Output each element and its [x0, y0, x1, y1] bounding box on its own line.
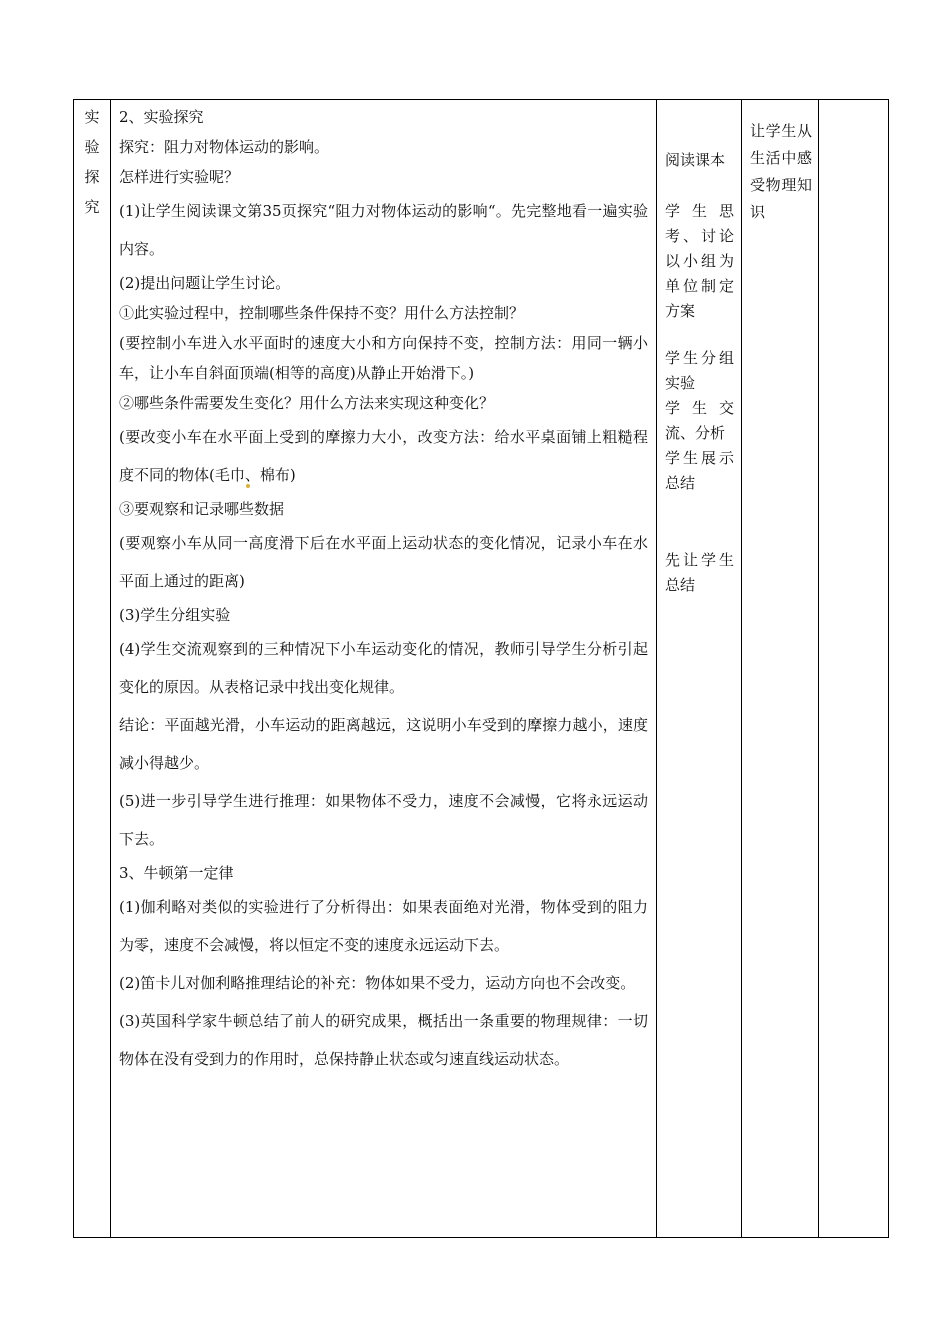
- content-paragraph: 2、实验探究: [119, 108, 204, 126]
- content-paragraph: (4)学生交流观察到的三种情况下小车运动变化的情况，教师引导学生分析引起变化的原因。从表格记录中找出变化规律。: [119, 640, 648, 696]
- content-paragraph: (1)让学生阅读课文第35页探究“阻力对物体运动的影响“。先完整地看一遍实验内容。: [119, 202, 648, 258]
- content-paragraph: 怎样进行实验呢？: [119, 168, 240, 186]
- design-intent-cell: [742, 100, 819, 1238]
- teaching-content: [119, 102, 648, 1078]
- student-activity-item: 学生思考、讨论以小组为单位制定方案: [665, 202, 734, 320]
- stage-char: 究: [84, 198, 100, 216]
- content-paragraph: (要控制小车进入水平面时的速度大小和方向保持不变，控制方法：用同一辆小车，让小车自斜面顶端(相等的高度)从静止开始滑下。): [119, 334, 648, 382]
- content-paragraph: (2)笛卡儿对伽利略推理结论的补充：物体如果不受力，运动方向也不会改变。: [119, 974, 636, 992]
- content-paragraph: 探究：阻力对物体运动的影响。: [119, 138, 330, 156]
- content-paragraph: (2)提出问题让学生讨论。: [119, 274, 291, 292]
- lesson-row: [74, 100, 889, 1238]
- content-paragraph: 结论：平面越光滑，小车运动的距离越远，这说明小车受到的摩擦力越小，速度减小得越少。: [119, 716, 648, 772]
- stage-char: 验: [84, 138, 100, 156]
- design-intent-text: 让学生从生活中感受物理知识: [750, 122, 812, 221]
- student-activity-item: 学生交流、分析: [665, 399, 734, 442]
- content-paragraph: (1)伽利略对类似的实验进行了分析得出：如果表面绝对光滑，物体受到的阻力为零，速度不会减慢，将以恒定不变的速度永远运动下去。: [119, 898, 648, 954]
- content-paragraph: ③要观察和记录哪些数据: [119, 500, 285, 518]
- student-activity-item: 学生展示总结: [665, 449, 734, 492]
- content-paragraph: 3、牛顿第一定律: [119, 864, 234, 882]
- content-paragraph: (要观察小车从同一高度滑下后在水平面上运动状态的变化情况，记录小车在水平面上通过的距离): [119, 534, 648, 590]
- content-paragraph: (3)英国科学家牛顿总结了前人的研究成果，概括出一条重要的物理规律：一切物体在没有受到力的作用时，总保持静止状态或匀速直线运动状态。: [119, 1012, 648, 1068]
- student-activity-item: 学生分组实验: [665, 349, 734, 392]
- content-paragraph: ①此实验过程中，控制哪些条件保持不变？用什么方法控制？: [119, 304, 525, 322]
- teaching-content-cell: [111, 100, 657, 1238]
- notes-cell: [819, 100, 889, 1238]
- student-activity-item: 阅读课本: [665, 151, 726, 169]
- content-paragraph: (5)进一步引导学生进行推理：如果物体不受力，速度不会减慢，它将永远运动下去。: [119, 792, 648, 848]
- content-paragraph: (3)学生分组实验: [119, 606, 231, 624]
- content-paragraph: (要改变小车在水平面上受到的摩擦力大小，改变方法：给水平桌面铺上粗糙程度不同的物体(毛巾、棉布): [119, 428, 648, 484]
- stage-cell: [74, 100, 111, 1238]
- student-activity-cell: [657, 100, 742, 1238]
- stage-char: 实: [84, 108, 100, 126]
- lesson-plan-table: [73, 99, 889, 1238]
- content-paragraph: ②哪些条件需要发生变化？用什么方法来实现这种变化？: [119, 394, 495, 412]
- stage-label: [74, 100, 110, 224]
- ink-mark: [246, 484, 250, 488]
- student-activity-item: 先让学生总结: [665, 551, 734, 594]
- stage-char: 探: [84, 168, 100, 186]
